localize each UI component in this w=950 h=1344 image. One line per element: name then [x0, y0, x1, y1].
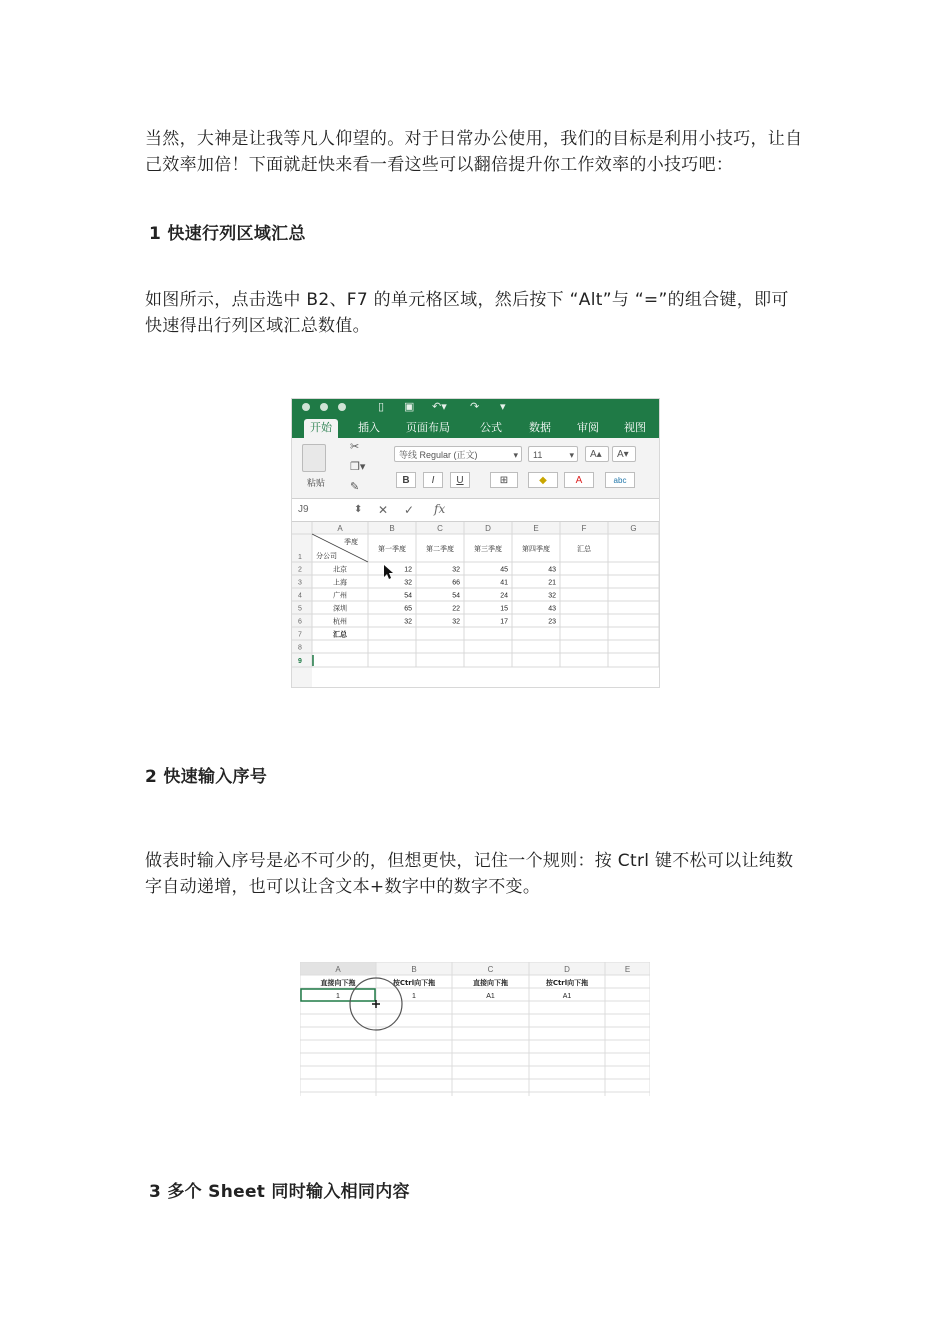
section-2-body: 做表时输入序号是必不可少的，但想更快，记住一个规则：按 Ctrl 键不松可以让纯数字自动递增，也可以让含文本+数字中的数字不变。	[145, 851, 794, 897]
tab-insert[interactable]: 插入	[358, 422, 380, 434]
column-header-bar	[292, 522, 659, 534]
phonetic-icon[interactable]: abc	[605, 472, 635, 488]
cell-value: 32	[404, 618, 412, 626]
cell-value: 12	[404, 566, 412, 574]
font-size-select[interactable]: 11 ▾	[528, 446, 578, 462]
row-number: 1	[298, 554, 302, 561]
italic-icon[interactable]: I	[423, 472, 443, 488]
mouse-pointer-icon	[384, 565, 393, 579]
ribbon-tabs	[292, 416, 659, 438]
section-1-body: 如图所示，点击选中 B2、F7 的单元格区域，然后按下 “Alt”与 “=”的组合键，即可快速得出行列区域汇总数值。	[145, 290, 789, 336]
corner-label-branch: 分公司	[316, 552, 337, 560]
cancel-formula-icon[interactable]: ✕	[378, 503, 389, 517]
branch-name: 广州	[333, 591, 347, 600]
customize-toolbar-icon[interactable]: ▾	[500, 401, 506, 413]
quarter-header: 汇总	[577, 545, 591, 553]
undo-icon[interactable]: ↶▾	[432, 401, 447, 413]
section-3-heading: 3 多个 Sheet 同时输入相同内容	[149, 1182, 410, 1202]
quarter-header: 第三季度	[474, 545, 502, 553]
column-header: D	[485, 524, 491, 533]
tab-view[interactable]: 视图	[624, 422, 646, 434]
worksheet-svg-2[interactable]	[300, 962, 650, 1096]
cell-value: 17	[500, 618, 508, 626]
branch-name: 杭州	[333, 617, 347, 626]
column-label: 按Ctrl向下拖	[392, 979, 436, 987]
font-color-icon[interactable]: A	[564, 472, 594, 488]
cell-value: 66	[452, 579, 460, 587]
minimize-window-icon[interactable]	[320, 403, 328, 411]
excel-screenshot-sequence	[300, 962, 650, 1096]
formula-bar	[292, 499, 659, 522]
column-label: 直接向下拖	[320, 979, 356, 987]
excel-screenshot-sum	[291, 398, 660, 688]
close-window-icon[interactable]	[302, 403, 310, 411]
tab-data[interactable]: 数据	[529, 422, 551, 434]
column-header: G	[630, 524, 637, 533]
quarter-header: 第四季度	[522, 545, 550, 553]
cell-value: 43	[548, 605, 556, 613]
cell-value: 32	[548, 592, 556, 600]
cell-value: 54	[452, 592, 460, 600]
quarter-header: 第二季度	[426, 545, 454, 553]
paste-icon[interactable]	[302, 444, 326, 472]
branch-name: 深圳	[333, 604, 347, 613]
cell-value: 65	[404, 605, 412, 613]
cell-value: 41	[500, 579, 508, 587]
column-header: E	[533, 524, 539, 533]
format-painter-icon[interactable]: ✎	[350, 481, 360, 493]
cell-value: 21	[548, 579, 556, 587]
section-2-heading: 2 快速输入序号	[145, 767, 268, 787]
cell-value: 22	[452, 605, 460, 613]
cell-value: 45	[500, 566, 508, 574]
sidebar-toggle-icon[interactable]: ▯	[378, 401, 385, 413]
font-name-select[interactable]: 等线 Regular (正文) ▾	[394, 446, 522, 462]
column-header: C	[487, 965, 494, 974]
paste-label: 粘贴	[307, 478, 326, 488]
column-header: A	[337, 524, 343, 533]
copy-icon[interactable]: ❐▾	[350, 461, 366, 473]
column-header: B	[389, 524, 395, 533]
column-label: 直接向下拖	[473, 979, 508, 987]
row-number: 3	[298, 579, 302, 587]
cell-value: 15	[500, 605, 508, 613]
cell-value: 24	[500, 592, 508, 600]
row-number: 5	[298, 605, 302, 613]
chevron-down-icon: ▾	[513, 450, 518, 460]
cell-value: 54	[404, 592, 412, 600]
row-number: 8	[298, 644, 302, 652]
row-number: 9	[298, 658, 302, 665]
fill-color-icon[interactable]: ◆	[528, 472, 558, 488]
cell-value: 32	[404, 579, 412, 587]
bold-icon[interactable]: B	[396, 472, 416, 488]
row-number: 6	[298, 618, 302, 626]
chevron-down-icon: ▾	[569, 450, 574, 460]
cell-value: A1	[562, 993, 572, 1000]
tab-page-layout[interactable]: 页面布局	[406, 422, 450, 434]
ribbon-home	[292, 438, 659, 499]
save-icon[interactable]: ▣	[404, 401, 415, 413]
worksheet-grid[interactable]	[292, 522, 659, 688]
row-header-bar	[292, 522, 312, 688]
column-header: D	[564, 965, 570, 974]
branch-name: 北京	[333, 565, 347, 574]
row-number: 7	[298, 631, 302, 639]
row-number: 2	[298, 566, 302, 574]
worksheet-svg[interactable]	[292, 522, 659, 688]
function-icon[interactable]: fx	[434, 502, 446, 516]
column-header: A	[335, 965, 341, 974]
row-number: 4	[298, 592, 302, 600]
column-header: E	[624, 965, 631, 974]
underline-icon[interactable]: U	[450, 472, 470, 488]
cut-icon[interactable]: ✂	[350, 441, 360, 453]
decrease-font-icon[interactable]: A▾	[612, 446, 636, 462]
cell-value: 43	[548, 566, 556, 574]
total-row-label: 汇总	[333, 630, 347, 639]
tab-formulas[interactable]: 公式	[480, 422, 502, 434]
cell-value: 32	[452, 618, 460, 626]
cell-value: A1	[486, 993, 495, 1000]
column-header: F	[581, 524, 587, 533]
column-header: B	[411, 965, 417, 974]
cell-value: 23	[548, 618, 556, 626]
cell-value: 32	[452, 566, 460, 574]
name-box[interactable]: J9	[298, 504, 309, 515]
zoom-window-icon[interactable]	[338, 403, 346, 411]
redo-icon[interactable]: ↷	[470, 401, 480, 413]
column-label: 按Ctrl向下拖	[545, 979, 589, 987]
corner-label-quarter: 季度	[344, 538, 358, 546]
intro-paragraph: 当然，大神是让我等凡人仰望的。对于日常办公使用，我们的目标是利用小技巧，让自己效率加倍！下面就赶快来看一看这些可以翻倍提升你工作效率的小技巧吧：	[145, 129, 803, 175]
increase-font-icon[interactable]: A▴	[585, 446, 609, 462]
tab-home[interactable]: 开始	[304, 419, 338, 438]
column-header: C	[437, 524, 443, 533]
confirm-formula-icon[interactable]: ✓	[404, 503, 415, 517]
quarter-header: 第一季度	[378, 545, 406, 553]
borders-icon[interactable]: ⊞	[490, 472, 518, 488]
tab-review[interactable]: 审阅	[577, 422, 599, 434]
excel-titlebar	[292, 399, 659, 416]
section-1-heading: 1 快速行列区域汇总	[149, 224, 306, 244]
name-box-stepper-icon[interactable]: ⬍	[354, 504, 363, 515]
cell-value: 1	[336, 993, 340, 1000]
cell-value: 1	[412, 993, 416, 1000]
branch-name: 上海	[333, 578, 347, 587]
